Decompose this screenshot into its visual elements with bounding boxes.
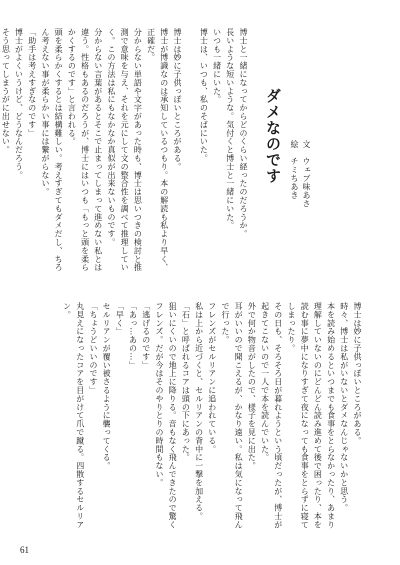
paragraph: 博士は妙に子供っぽいところがある。 xyxy=(172,28,182,171)
paragraph: 博士は妙に子供っぽいところがある。 xyxy=(353,302,362,445)
paragraph: いつも一緒にいた。 xyxy=(212,28,222,104)
paragraph: 博士がよくいうけど、どうなんだろう。 xyxy=(14,28,24,180)
paragraph: 狙いにくいので地上に降りる。音もなく飛んできたので驚くフレンズ。だが今はそのやりとりの時間もない。 xyxy=(154,302,178,529)
credit-illustrator: 絵 チミちあき xyxy=(290,140,299,200)
paragraph: 長いような短いような。気付くと博士と一緒にいた。 xyxy=(225,28,235,230)
paragraph: 「あっ…あの…」 xyxy=(128,302,138,370)
paragraph: 頭を柔らかくするとは結構難しい。考えすぎてもダメだし、ちろん考えない事が柔らかい事には繋がらない。 xyxy=(40,28,64,272)
paragraph: そう思ってしまうがに出せない。 xyxy=(1,28,11,154)
paragraph: セルリアンが覆い被さるように襲ってくる。 xyxy=(102,302,112,470)
page-number: 61 xyxy=(20,545,29,555)
paragraph: 時々、博士は私がいないとダメなんじゃないかと思う。 xyxy=(339,302,349,512)
credit-writer: 文 ウェブ味あさ xyxy=(302,140,311,208)
paragraph: フレンズがセルリアンに追われている。 xyxy=(207,302,217,454)
paragraph: 博士と一緒になってからどのくらい経ったのだろうか。 xyxy=(239,28,248,238)
paragraph: 「早く」 xyxy=(115,302,125,336)
paragraph: 外で何か物音がしたので、様子を見に出た。 xyxy=(247,302,257,470)
paragraph: 耳がいいので聞こえるが、かなり遠い。私は気になって飛んで行った。 xyxy=(220,302,244,529)
paragraph: 博士が博識なのは承知しているつもり。本の解読も私より早く、正確だ。 xyxy=(146,28,169,272)
lower-text-block xyxy=(44,302,364,532)
paragraph: 博士は、いつも、私のそばにいた。 xyxy=(199,28,209,163)
paragraph: 分からない単語や文字があった時も、博士は思いつきの検討と推測で意味を与え、それを元にして文の整合性を調べて推理していく。この方法は私にもなかなか真似が出来ないものです。 xyxy=(106,28,143,272)
paragraph: 「逃げるのです」 xyxy=(141,302,151,370)
paragraph: 「助手は考えすぎなのです」 xyxy=(27,28,37,138)
story-title: ダメなのです xyxy=(264,88,282,184)
paragraph: 「ちょうどいいのです」 xyxy=(88,302,98,395)
paragraph: 丸見えになったコアを目がけて爪で蹴る。四散するセルリアン。 xyxy=(62,302,85,529)
paragraph: その日も、そろそろ日が暮れようという頃だったが、博士が起きてこないので一人で本を読んでいた。 xyxy=(260,302,283,529)
paragraph: 分からない言葉があるとそこで止まってしまって進めない私とは違う。性格もあるのだろうが、博士にはいつも「もっと頭を柔らかくするのです」と言われる。 xyxy=(67,28,103,272)
paragraph: 私は上から近づくと、セルリアンの背中に一撃を加える。「石」と呼ばれるコアは頭の下にあった。 xyxy=(181,302,204,521)
author-credit xyxy=(288,140,312,208)
paragraph: 本を読み始めるといつまでも食事をとらなかったり、あまり理解していないのにどんどん読み進めて後で困ったり、本を読む事に夢中になりすぎて夜になっても食事をとらずに寝てしまったり。 xyxy=(286,302,336,529)
upper-text-block xyxy=(1,28,250,278)
paragraph xyxy=(184,28,197,278)
